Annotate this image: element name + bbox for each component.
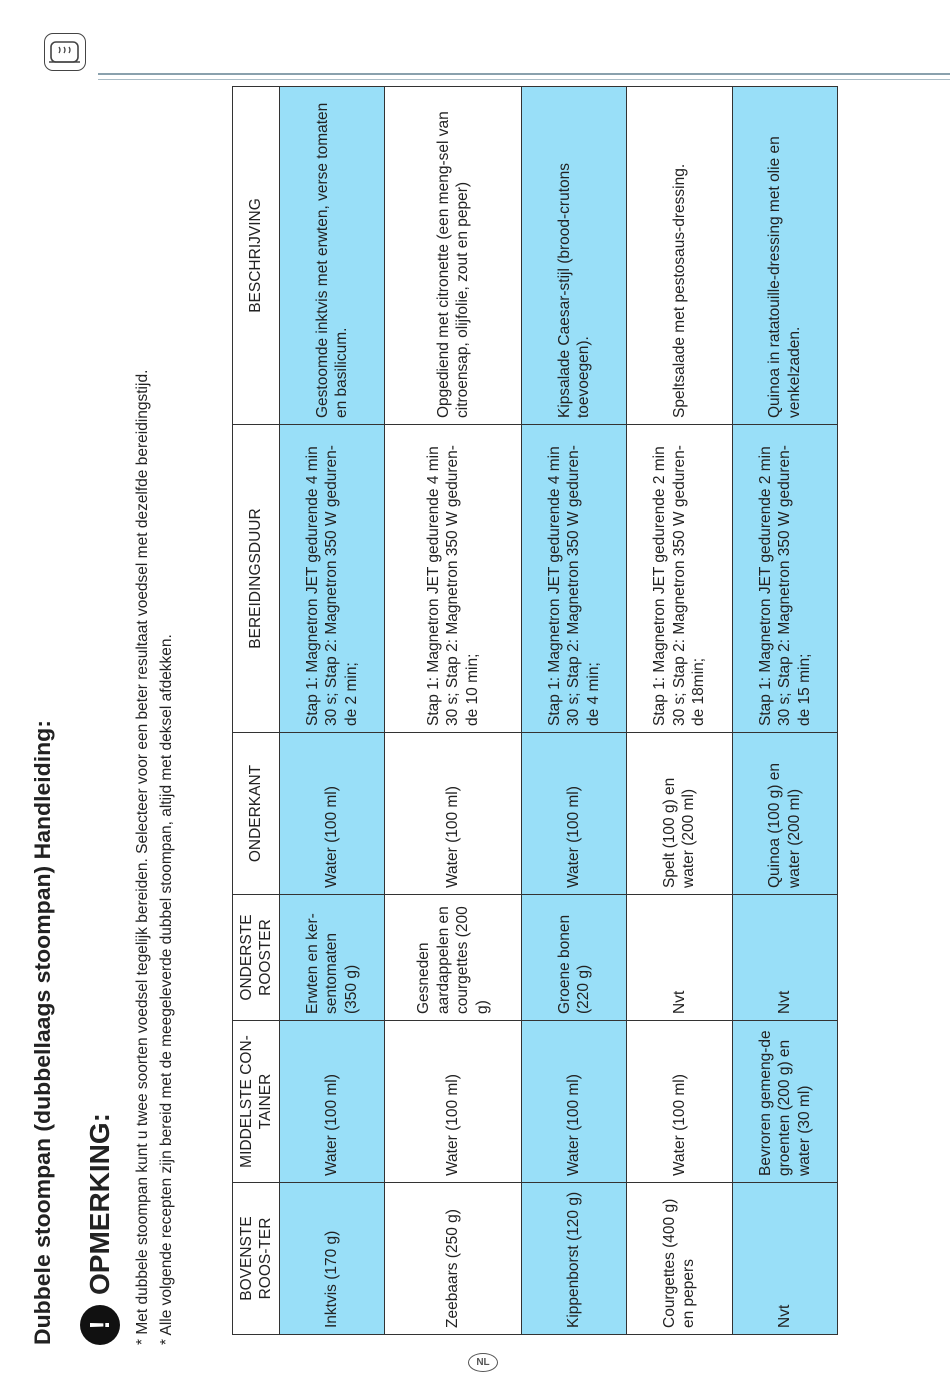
table-row	[280, 87, 385, 1335]
cell-top-rack: Inktvis (170 g)	[280, 1183, 385, 1335]
cell-bottom: Water (100 ml)	[385, 733, 522, 895]
cell-duration: Stap 1: Magnetron JET gedurende 4 min 30 s; Stap 2: Magnetron 350 W geduren-de 2 min;	[280, 425, 385, 733]
cell-duration: Stap 1: Magnetron JET gedurende 4 min 30 s; Stap 2: Magnetron 350 W geduren-de 10 min;	[385, 425, 522, 733]
cell-bottom: Water (100 ml)	[280, 733, 385, 895]
cell-middle-container: Water (100 ml)	[521, 1021, 626, 1183]
cell-middle-container: Water (100 ml)	[280, 1021, 385, 1183]
column-header-top-rack: BOVENSTE ROOS-TER	[233, 1183, 280, 1335]
cell-lower-rack: Gesneden aardappelen en courgettes (200 g)	[385, 895, 522, 1021]
exclamation-icon: !	[80, 1305, 120, 1345]
table-row	[732, 87, 837, 1335]
note-line-2: * Alle volgende recepten zijn bereid met de meegeleverde dubbel stoompan, altijd met deksel afdekken.	[158, 634, 175, 1345]
cell-bottom: Quinoa (100 g) en water (200 ml)	[732, 733, 837, 895]
cell-top-rack: Zeebaars (250 g)	[385, 1183, 522, 1335]
cell-description: Speltsalade met pestosaus-dressing.	[627, 87, 732, 425]
table-row	[521, 87, 626, 1335]
column-header-description: BESCHRIJVING	[233, 87, 280, 425]
language-badge: NL	[468, 1353, 498, 1372]
cell-bottom: Water (100 ml)	[521, 733, 626, 895]
note-line-1: * Met dubbele stoompan kunt u twee soorten voedsel tegelijk bereiden. Selecteer voor een beter resultaat voedsel met dezelfde bereidingstijd.	[134, 369, 151, 1345]
cell-top-rack: Nvt	[732, 1183, 837, 1335]
table-row	[385, 87, 522, 1335]
page-title: Dubbele stoompan (dubbellaags stoompan) Handleiding:	[30, 720, 55, 1345]
table-header-row	[233, 87, 280, 1335]
recipe-table	[232, 86, 838, 1335]
cell-description: Kipsalade Caesar-stijl (brood-crutons toevoegen).	[521, 87, 626, 425]
cell-lower-rack: Erwten en ker-sentomaten (350 g)	[280, 895, 385, 1021]
rotated-page-content	[30, 25, 850, 1345]
cell-lower-rack: Nvt	[627, 895, 732, 1021]
cell-lower-rack: Nvt	[732, 895, 837, 1021]
cell-duration: Stap 1: Magnetron JET gedurende 4 min 30 s; Stap 2: Magnetron 350 W geduren-de 4 min;	[521, 425, 626, 733]
table-row	[627, 87, 732, 1335]
column-header-lower-rack: ONDERSTE ROOSTER	[233, 895, 280, 1021]
cell-description: Quinoa in ratatouille-dressing met olie en venkelzaden.	[732, 87, 837, 425]
note-heading-row	[78, 1113, 122, 1345]
cell-middle-container: Water (100 ml)	[385, 1021, 522, 1183]
cell-lower-rack: Groene bonen (220 g)	[521, 895, 626, 1021]
column-header-bottom: ONDERKANT	[233, 733, 280, 895]
note-heading: OPMERKING:	[84, 1113, 115, 1295]
cell-description: Gestoomde inktvis met erwten, verse tomaten en basilicum.	[280, 87, 385, 425]
column-header-duration: BEREIDINGSDUUR	[233, 425, 280, 733]
cell-top-rack: Courgettes (400 g) en pepers	[627, 1183, 732, 1335]
cell-duration: Stap 1: Magnetron JET gedurende 2 min 30 s; Stap 2: Magnetron 350 W geduren-de 15 min;	[732, 425, 837, 733]
cell-duration: Stap 1: Magnetron JET gedurende 2 min 30 s; Stap 2: Magnetron 350 W geduren-de 18min;	[627, 425, 732, 733]
cell-middle-container: Bevroren gemeng-de groenten (200 g) en water (30 ml)	[732, 1021, 837, 1183]
cell-top-rack: Kippenborst (120 g)	[521, 1183, 626, 1335]
cell-bottom: Spelt (100 g) en water (200 ml)	[627, 733, 732, 895]
column-header-middle-container: MIDDELSTE CON-TAINER	[233, 1021, 280, 1183]
cell-middle-container: Water (100 ml)	[627, 1021, 732, 1183]
cell-description: Opgediend met citronette (een meng-sel van citroensap, olijfolie, zout en peper)	[385, 87, 522, 425]
